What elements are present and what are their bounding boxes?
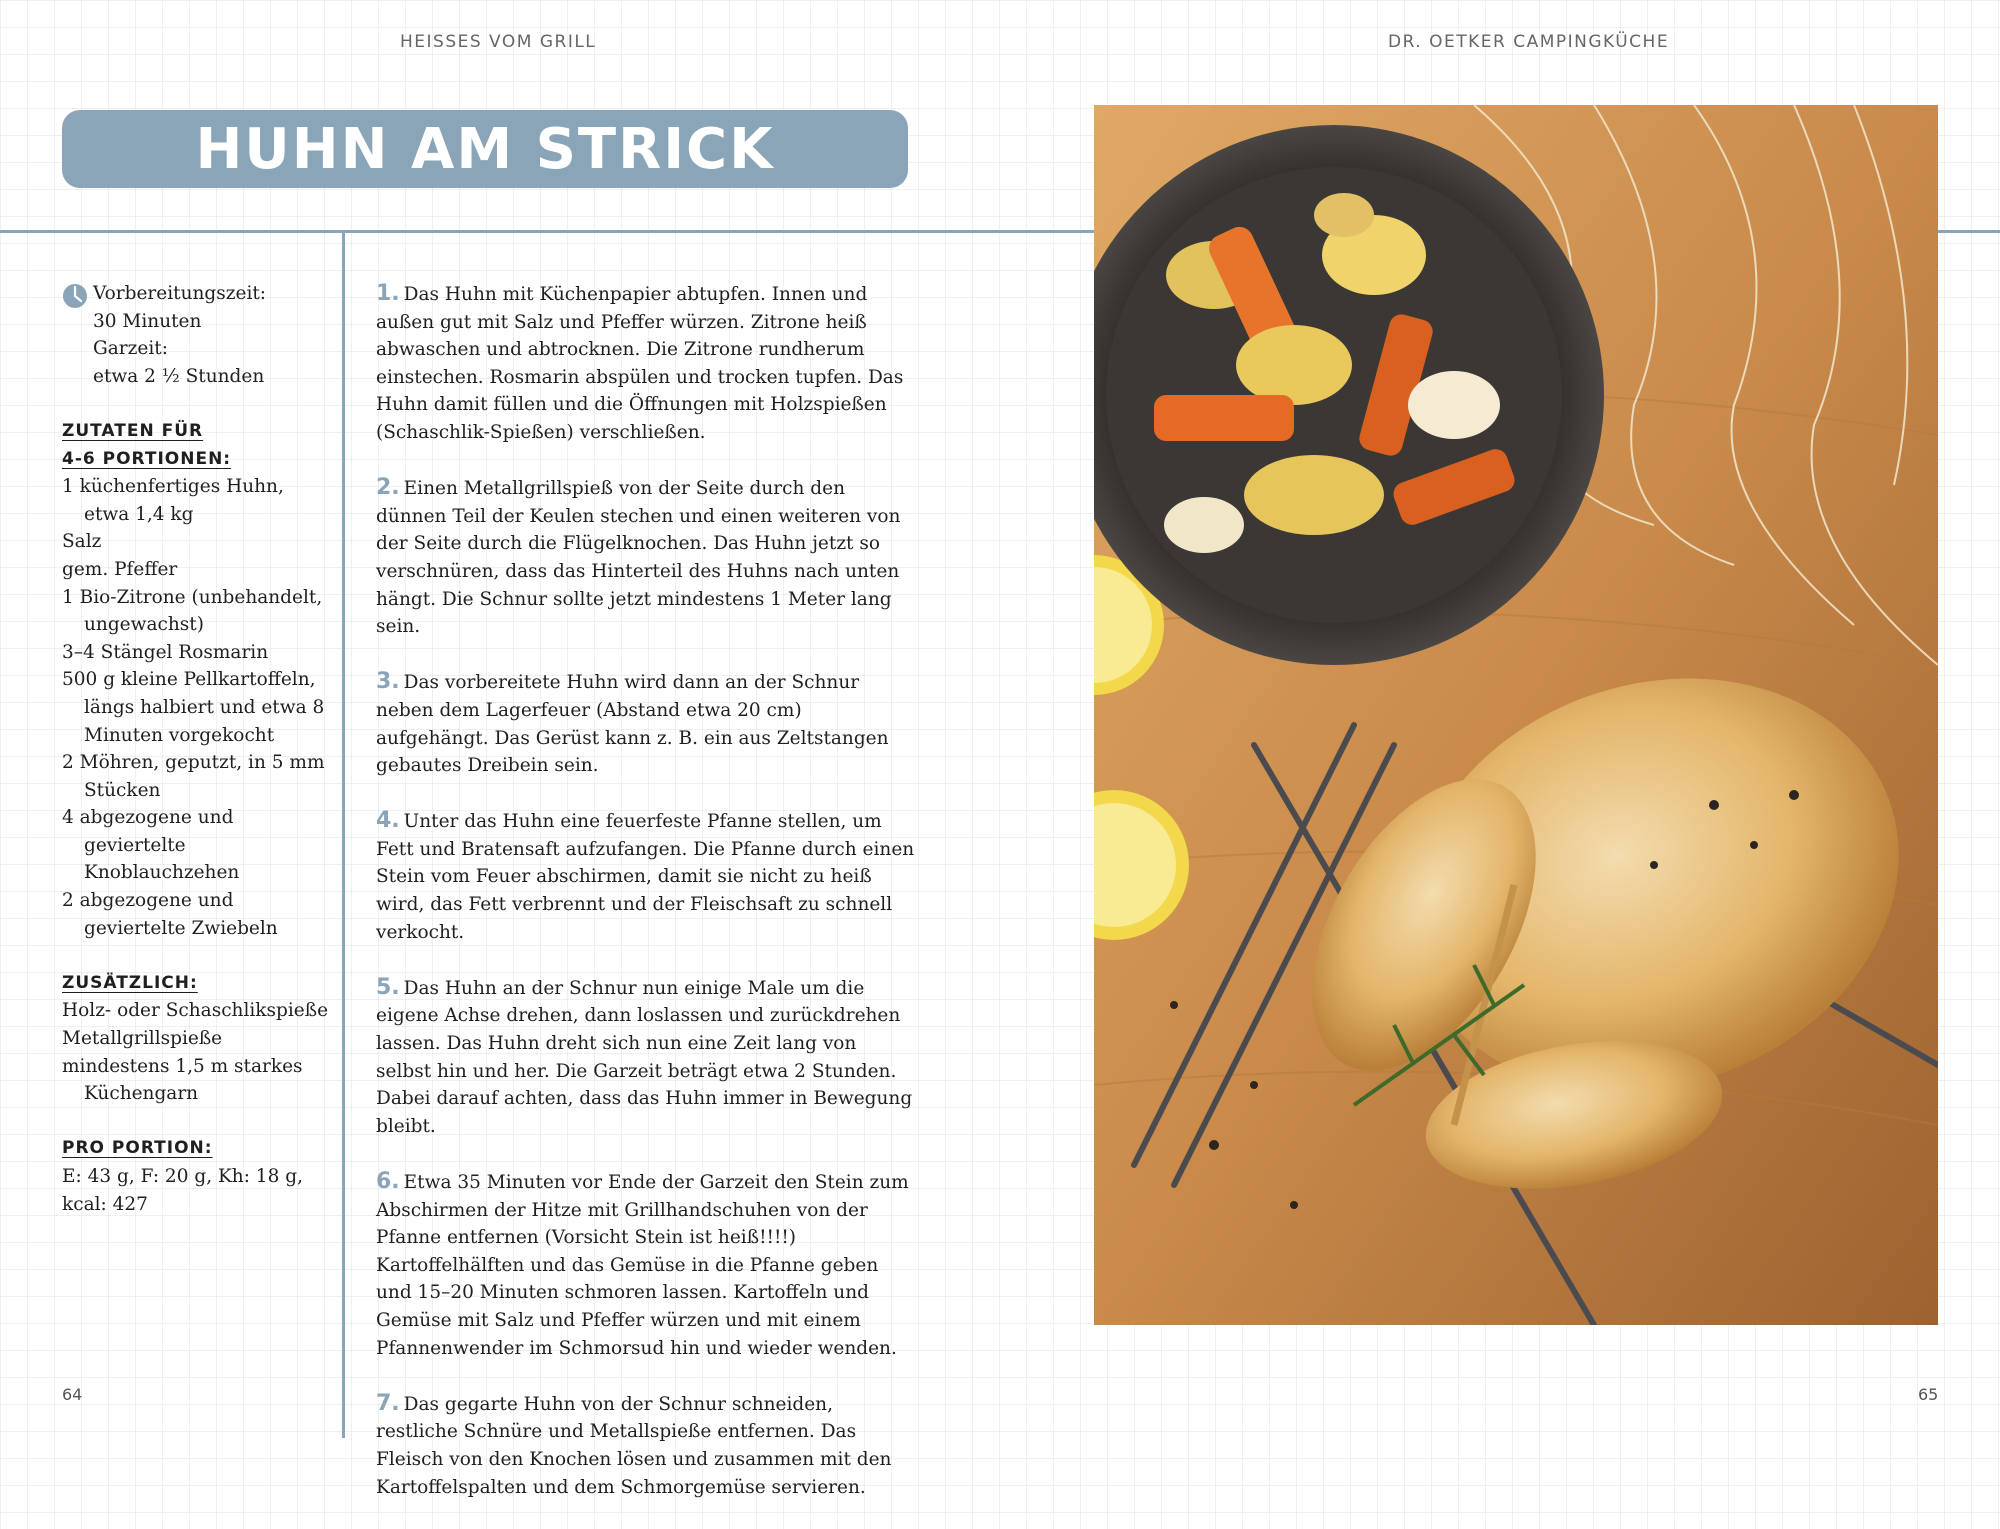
step-4 [376,807,916,946]
prep-time-label: Vorbereitungszeit: [93,283,267,304]
time-block [62,280,332,390]
page-number-left: 64 [62,1385,83,1404]
step-text: Das Huhn mit Küchenpapier abtupfen. Innen und außen gut mit Salz und Pfeffer würzen. Zitrone heiß abwaschen und abtrocknen. Die Zitrone rundherum einstechen. Rosmarin abspülen und trocken tupfen. Das Huhn damit füllen und die Öffnungen mit Holzspießen (Schaschlik-Spießen) verschließen. [376,284,904,443]
step-number: 5. [376,974,400,1000]
step-5 [376,974,916,1141]
ingredient-item: gem. Pfeffer [62,558,178,580]
step-number: 1. [376,281,400,306]
nutrition-values: E: 43 g, F: 20 g, Kh: 18 g, kcal: 427 [62,1166,303,1215]
step-3 [376,668,916,779]
ingredient-item: 1 Bio-Zitrone (unbehandelt, ungewachst) [62,586,323,636]
step-text: Das vorbereitete Huhn wird dann an der Schnur neben dem Lagerfeuer (Abstand etwa 20 cm) aufgehängt. Das Gerüst kann z. B. ein aus Zeltstangen gebautes Dreibein sein. [376,672,889,777]
ingredients-heading-portions: 4-6 PORTIONEN: [62,448,232,469]
ingredients-heading: ZUTATEN FÜR [62,420,204,441]
instructions [376,280,916,1529]
ingredient-item: 4 abgezogene und geviertelte Knoblauchzehen [62,807,240,884]
column-divider [342,232,345,1438]
extras-heading: ZUSÄTZLICH: [62,972,198,993]
ingredient-item: 2 Möhren, geputzt, in 5 mm Stücken [62,752,325,801]
cook-time-label: Garzeit: [93,338,168,360]
chicken-photo [1094,105,1938,1325]
chicken-illustration [1094,105,1938,1325]
extra-item: mindestens 1,5 m starkes Küchengarn [62,1055,303,1105]
ingredient-item: Salz [62,531,102,553]
cook-time-value: etwa 2 ½ Stunden [93,365,265,387]
extra-item: Holz- oder Schaschlikspieße [62,1000,329,1022]
step-2 [376,474,916,641]
step-6 [376,1168,916,1362]
ingredient-item: 500 g kleine Pellkartoffeln, längs halbiert und etwa 8 Minuten vorgekocht [62,669,325,746]
page-number-right: 65 [1918,1385,1939,1404]
prep-time-value: 30 Minuten [93,310,202,332]
step-number: 2. [376,475,400,501]
step-text: Das gegarte Huhn von der Schnur schneiden, restliche Schnüre und Metallspieße entfernen. Das Fleisch von den Knochen lösen und zusammen mit den Kartoffelspalten und dem Schmorgemüse servieren. [376,1393,892,1498]
recipe-title: HUHN AM STRICK [195,116,775,182]
step-number: 7. [376,1390,400,1416]
ingredient-item: 2 abgezogene und geviertelte Zwiebeln [62,890,278,939]
divider-line-left [0,230,1094,233]
step-number: 6. [376,1169,400,1194]
divider-line-right [1938,230,2000,233]
step-number: 4. [376,808,400,834]
ingredients-sidebar [62,280,332,1218]
extra-item: Metallgrillspieße [62,1028,223,1050]
step-number: 3. [376,669,400,695]
portion-heading: PRO PORTION: [62,1138,213,1159]
step-text: Das Huhn an der Schnur nun einige Male um die eigene Achse drehen, dann loslassen und zurückdrehen lassen. Das Huhn dreht sich nun eine Zeit lang von selbst hin und her. Die Garzeit beträgt etwa 2 Stunden. Dabei darauf achten, dass das Huhn immer in Bewegung bleibt. [376,977,913,1137]
clock-icon [62,283,88,309]
step-text: Etwa 35 Minuten vor Ende der Garzeit den Stein zum Abschirmen der Hitze mit Grillhandschuhen von der Pfanne entfernen (Vorsicht Stein ist heiß!!!!) Kartoffelhälften und das Gemüse in die Pfanne geben und 15–20 Minuten schmoren lassen. Kartoffeln und Gemüse mit Salz und Pfeffer würzen und mit einem Pfannenwender im Schmorsud hin und wieder wenden. [376,1172,909,1359]
step-text: Einen Metallgrillspieß von der Seite durch den dünnen Teil der Keulen stechen und einen weiteren von der Seite durch die Flügelknochen. Das Huhn jetzt so verschnüren, dass das Hinterteil des Huhns nach unten hängt. Die Schnur sollte jetzt mindestens 1 Meter lang sein. [376,478,901,638]
title-banner [62,110,908,188]
step-text: Unter das Huhn eine feuerfeste Pfanne stellen, um Fett und Bratensaft aufzufangen. Die Pfanne durch einen Stein vom Feuer abschirmen, damit sie nicht zu heiß wird, das Fett verbrennt und der Fleischsaft zu schnell verkocht. [376,811,915,943]
step-1 [376,280,916,447]
step-7 [376,1390,916,1501]
running-head-left: HEISSES VOM GRILL [400,32,597,52]
ingredient-item: 3–4 Stängel Rosmarin [62,641,269,663]
running-head-right: DR. OETKER CAMPINGKÜCHE [1388,32,1670,52]
ingredient-item: 1 küchenfertiges Huhn, etwa 1,4 kg [62,476,284,525]
